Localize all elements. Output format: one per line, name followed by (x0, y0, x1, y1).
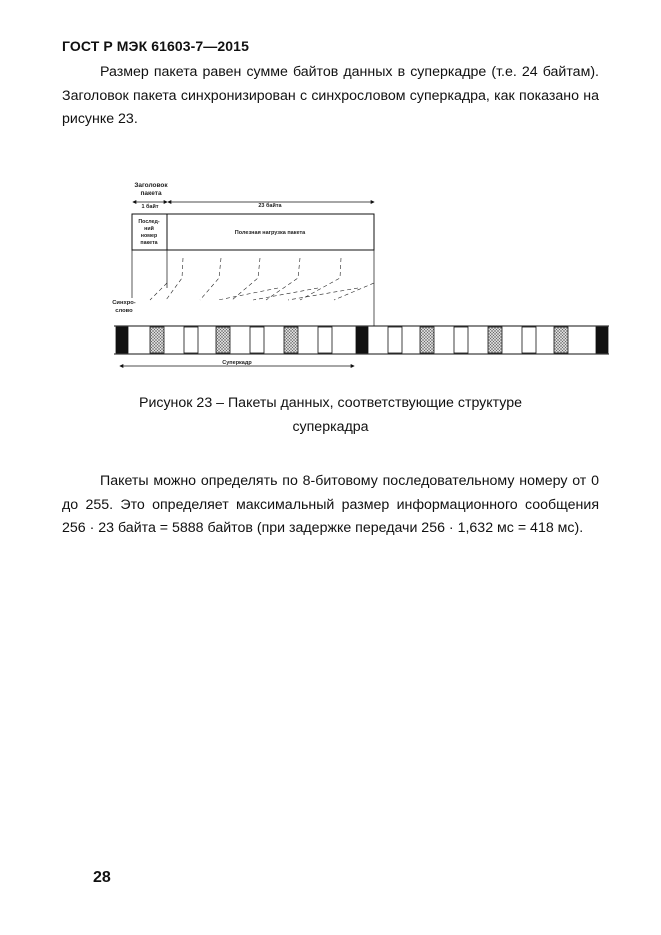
header-label-line2: пакета (140, 190, 162, 197)
sync-word-block (356, 327, 368, 353)
header-label-line1: Заголовок (134, 182, 168, 189)
data-block (522, 327, 536, 353)
stream-blocks (116, 327, 608, 353)
syncword-line2: слово (115, 308, 133, 314)
caption-line1: Рисунок 23 – Пакеты данных, соответствующие структуре (138, 395, 523, 411)
sync-word-block (596, 327, 608, 353)
figure-23-diagram (108, 178, 613, 378)
data-block (216, 327, 230, 353)
one-byte-label: 1 байт (141, 204, 159, 210)
data-block (184, 327, 198, 353)
sync-word-block (116, 327, 128, 353)
data-block (150, 327, 164, 353)
data-block (420, 327, 434, 353)
packet-num-line3: номер (140, 233, 158, 239)
caption-line2: суперкадра (292, 419, 369, 435)
data-block (250, 327, 264, 353)
payload-label: Полезная нагрузка пакета (234, 230, 306, 236)
data-block (454, 327, 468, 353)
dashed-mapping-lines (150, 258, 374, 300)
packet-num-line1: Послед- (138, 219, 160, 225)
packet-num-line2: ний (144, 226, 154, 232)
syncword-line1: Синхро- (112, 300, 136, 306)
data-block (388, 327, 402, 353)
data-block (488, 327, 502, 353)
packet-num-line4: пакета (140, 240, 158, 246)
bytes23-label: 23 байта (258, 203, 282, 209)
superframe-label: Суперкадр (222, 360, 252, 366)
data-block (284, 327, 298, 353)
figure-caption (62, 391, 599, 439)
document-header: ГОСТ Р МЭК 61603-7—2015 (62, 38, 249, 54)
data-block (554, 327, 568, 353)
data-block (318, 327, 332, 353)
page-number: 28 (93, 869, 111, 886)
paragraph-packet-size: Размер пакета равен сумме байтов данных в суперкадре (т.е. 24 байтам). Заголовок пакета синхронизирован с синхрословом суперкадра, как показано на рисунке 23. (62, 64, 599, 127)
paragraph-packet-numbering: Пакеты можно определять по 8-битовому последовательному номеру от 0 до 255. Это определяет максимальный размер информационного сообщения 256 · 23 байта = 5888 байтов (при задержке передачи 256 · 1,632 мс = 418 мс). (62, 473, 599, 536)
